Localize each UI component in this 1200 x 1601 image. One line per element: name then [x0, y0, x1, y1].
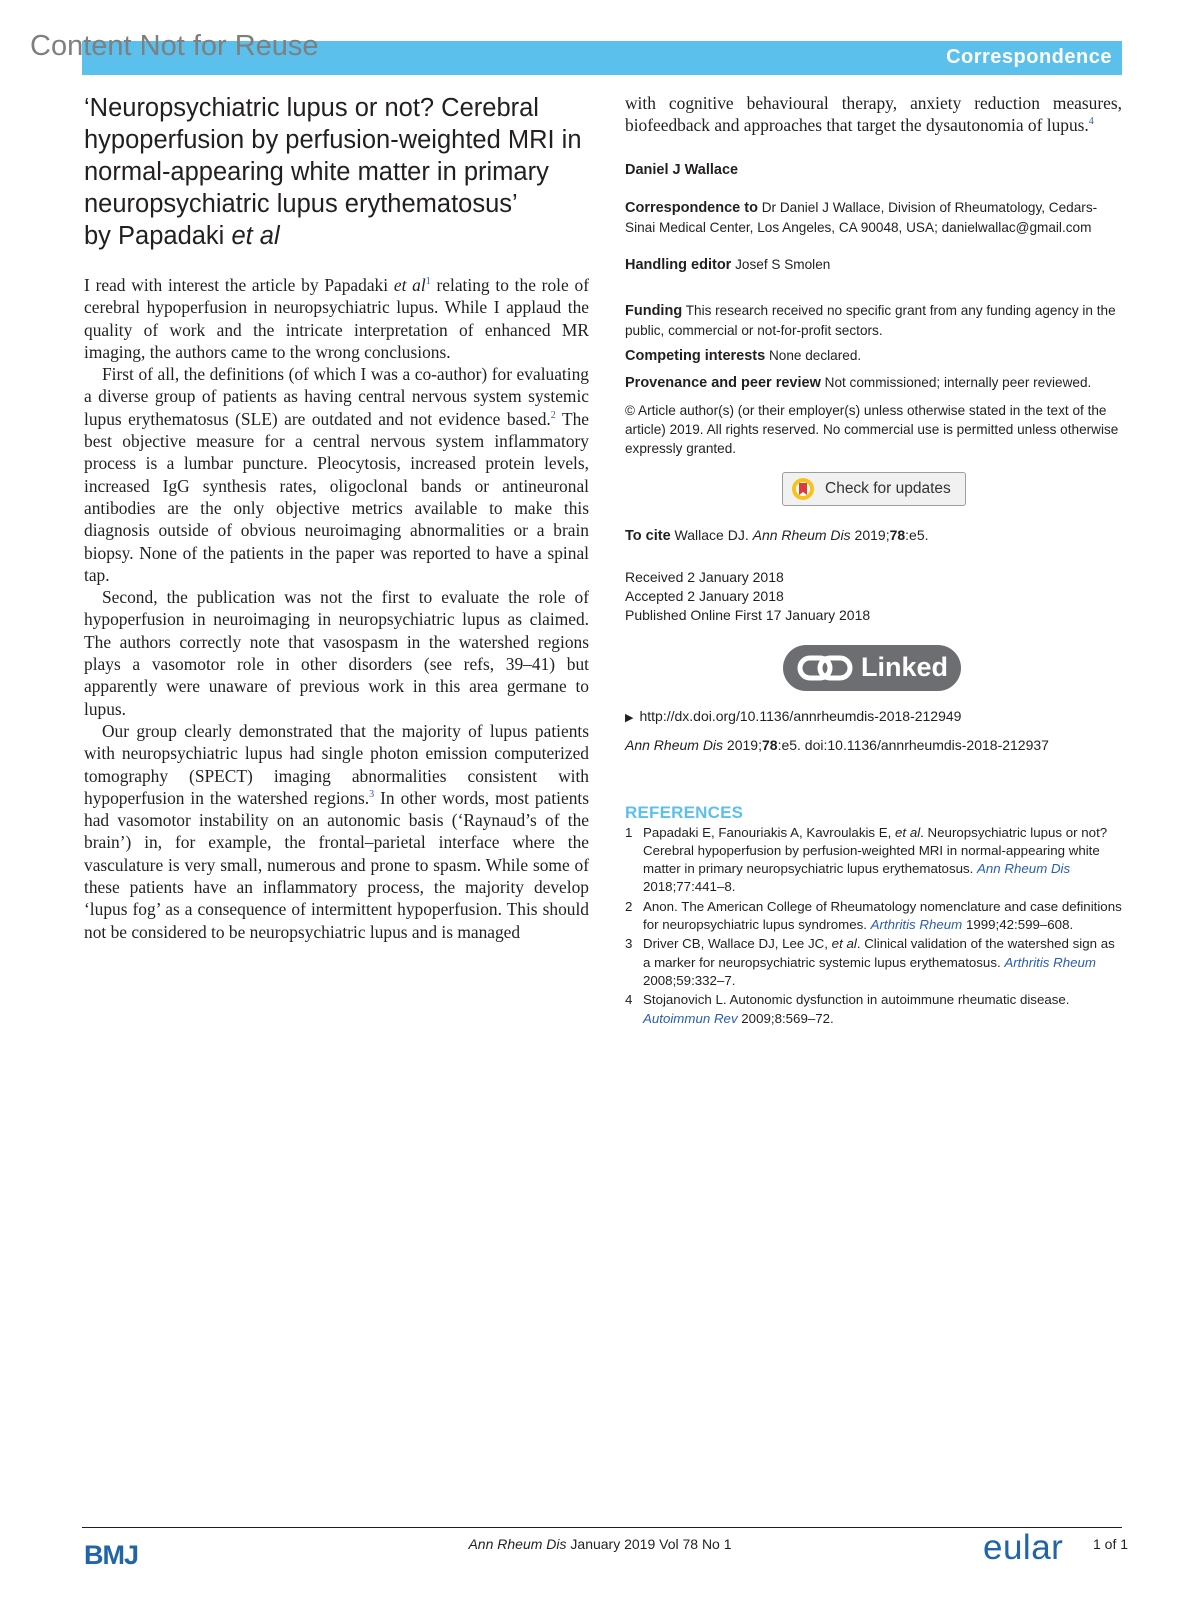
title-main: ‘Neuropsychiatric lupus or not? Cerebral hypoperfusion by perfusion-weighted MRI in normal-appearing white matter in primary neuropsychiatric lupus erythematosus’ — [84, 94, 582, 218]
provenance — [625, 373, 1122, 393]
left-column — [84, 92, 589, 943]
arrow-right-icon: ▶ — [625, 711, 634, 724]
reference-item — [625, 898, 1122, 935]
linked-badge[interactable] — [783, 645, 961, 691]
ref-link-4[interactable]: 4 — [1088, 116, 1094, 128]
handling-label: Handling editor — [625, 256, 732, 273]
correspondence-text: Dr Daniel J Wallace, Division of Rheumatology, Cedars-Sinai Medical Center, Los Angeles, CA 90048, USA; danielwallac@gmail.com — [625, 199, 1098, 235]
footer-journal: Ann Rheum Dis — [468, 1536, 567, 1552]
ref-journal-link[interactable]: Ann Rheum Dis — [977, 861, 1071, 877]
p4-text-after: In other words, most patients had vasomotor instability on an autonomic basis (‘Raynaud’s of the brain’) in, for example, the frontal–parietal interface where the vasculature is very small, numerous and prone to spasm. While some of these patients have an inflammatory process, the majority develop ‘lupus fog’ as a consequence of intermittent hypoperfusion. This should not be considered to be neuropsychiatric lupus and is managed — [84, 787, 589, 942]
correspondence-label: Correspondence to — [625, 199, 758, 216]
cite-label: To cite — [625, 527, 671, 544]
published-date: Published Online First 17 January 2018 — [625, 606, 871, 623]
reference-item — [625, 991, 1122, 1028]
check-updates-label: Check for updates — [825, 480, 951, 498]
ref-journal-link[interactable]: Arthritis Rheum — [1004, 954, 1096, 970]
bmj-logo: BMJ — [84, 1540, 139, 1570]
cite-author: Wallace DJ. — [670, 526, 753, 543]
ref-etal: et al — [895, 824, 921, 840]
handling-editor — [625, 255, 1122, 275]
linked-label: Linked — [861, 652, 949, 683]
title-byline — [84, 220, 589, 252]
ref-text: Driver CB, Wallace DJ, Lee JC, — [643, 936, 832, 952]
paragraph-1 — [84, 274, 589, 363]
p4-text: Our group clearly demonstrated that the majority of lupus patients with neuropsychiatric lupus had single photon emission computerized tomography (SPECT) imaging abnormalities consistent with hypoperfusion in the watershed regions. — [84, 720, 589, 808]
p1-etal: et al — [393, 275, 426, 295]
chain-link-icon — [797, 655, 853, 681]
p1-text: I read with interest the article by Papadaki — [84, 275, 394, 295]
ref-number: 4 — [625, 992, 633, 1008]
article-title — [84, 92, 589, 252]
cite2-volume: 78 — [761, 736, 778, 753]
provenance-label: Provenance and peer review — [625, 374, 821, 391]
funding-text: This research received no specific grant from any funding agency in the public, commercial or not-for-profit sectors. — [625, 302, 1116, 338]
related-doi-link[interactable] — [625, 707, 1122, 728]
footer-issue: January 2019 Vol 78 No 1 — [566, 1536, 732, 1552]
footer-rule — [82, 1527, 1122, 1528]
cite-page: :e5. — [905, 526, 929, 543]
ref-rest: . Clinical validation of the watershed sign as a marker for neuropsychiatric systemic lupus erythematosus. — [643, 936, 1115, 970]
ref-etal: et al — [831, 936, 857, 952]
cite2-journal: Ann Rheum Dis — [625, 736, 724, 753]
ref-tail: 1999;42:599–608. — [962, 917, 1074, 933]
cite2-rest: :e5. doi:10.1136/annrheumdis-2018-212937 — [777, 736, 1049, 753]
ref-journal-link[interactable]: Autoimmun Rev — [643, 1010, 738, 1026]
p2-text-after: The best objective measure for a central nervous system inflammatory process is a lumbar puncture. Pleocytosis, increased protein levels, increased IgG synthesis rates, oligoclonal bands or antineuronal antibodies are the only objective metrics available to make this diagnosis outside of obvious neuroimaging abnormalities or a brain biopsy. None of the patients in the paper was reported to have a spinal tap. — [84, 408, 589, 585]
ref-body — [643, 935, 1122, 990]
provenance-text: Not commissioned; internally peer reviewed. — [820, 374, 1092, 390]
cite2-year: 2019; — [723, 736, 762, 753]
copyright-notice: © Article author(s) (or their employer(s) unless otherwise stated in the text of the article) 2019. All rights reserved. No commercial use is permitted unless otherwise expressly granted. — [625, 402, 1119, 456]
ref-number: 1 — [625, 824, 633, 840]
right-column — [625, 92, 1122, 1029]
reference-item — [625, 935, 1122, 990]
watermark: Content Not for Reuse — [30, 30, 319, 62]
ref-text: Papadaki E, Fanouriakis A, Kavroulakis E, — [643, 824, 896, 840]
ref-rest: . Neuropsychiatric lupus or not? Cerebral hypoperfusion by perfusion-weighted MRI in normal-appearing white matter in primary neuropsychiatric lupus erythematosus. — [643, 824, 1108, 877]
doi-link-text: http://dx.doi.org/10.1136/annrheumdis-2018-212949 — [639, 707, 962, 724]
paragraph-2 — [84, 363, 589, 586]
cite-volume: 78 — [889, 526, 906, 543]
handling-text: Josef S Smolen — [731, 256, 831, 272]
history-dates — [625, 568, 1122, 625]
competing-text: None declared. — [765, 347, 862, 363]
ref-number: 3 — [625, 936, 633, 952]
continuation-text: with cognitive behavioural therapy, anxiety reduction measures, biofeedback and approaches that target the dysautonomia of lupus. — [625, 93, 1122, 136]
citation-doi — [625, 736, 1122, 755]
paragraph-continuation — [625, 92, 1122, 137]
p2-text: First of all, the definitions (of which I was a co-author) for evaluating a diverse group of patients as having central nervous system systemic lupus erythematosus (SLE) are outdated and not evidence based. — [84, 364, 589, 429]
ref-link-2[interactable]: 2 — [550, 409, 556, 421]
ref-tail: 2008;59:332–7. — [643, 972, 736, 988]
p1-text-after: relating to the role of cerebral hypoperfusion in neuropsychiatric lupus. While I applaud the quality of work and the intricate interpretation of enhanced MR imaging, the authors came to the wrong conclusions. — [84, 275, 589, 362]
cite-journal: Ann Rheum Dis — [752, 526, 851, 543]
ref-text: Anon. The American College of Rheumatology nomenclature and case definitions for neuropsychiatric lupus syndromes. — [643, 898, 1122, 933]
funding-label: Funding — [625, 302, 683, 319]
ref-journal-link[interactable]: Arthritis Rheum — [870, 917, 963, 933]
ref-tail: 2009;8:569–72. — [737, 1010, 834, 1026]
author-name: Daniel J Wallace — [625, 161, 739, 178]
accepted-date: Accepted 2 January 2018 — [625, 587, 784, 604]
paragraph-3: Second, the publication was not the first to evaluate the role of hypoperfusion in neuroimaging in neuropsychiatric lupus as claimed. The authors correctly note that vasospasm in the watershed regions plays a vasomotor role in other disorders (see refs, 39–41) but apparently were unaware of previous work in this area germane to lupus. — [84, 587, 589, 719]
title-by: by Papadaki — [84, 222, 232, 250]
received-date: Received 2 January 2018 — [625, 568, 784, 585]
competing-label: Competing interests — [625, 347, 766, 364]
ref-number: 2 — [625, 898, 633, 914]
section-label: Correspondence — [946, 46, 1112, 68]
ref-body — [643, 824, 1122, 897]
eular-logo: eular — [983, 1528, 1064, 1567]
ref-text: Stojanovich L. Autonomic dysfunction in autoimmune rheumatic disease. — [643, 992, 1070, 1008]
title-etal: et al — [231, 222, 280, 250]
cite-year: 2019; — [850, 526, 890, 543]
funding-block — [625, 301, 1122, 340]
references-list — [625, 824, 1122, 1028]
references-heading: REFERENCES — [625, 802, 744, 822]
reference-item — [625, 824, 1122, 897]
competing-interests — [625, 346, 1122, 366]
page-number: 1 of 1 — [1093, 1536, 1129, 1552]
article-body — [84, 274, 589, 943]
ref-link-1[interactable]: 1 — [425, 276, 431, 288]
citation — [625, 526, 1122, 546]
check-for-updates-button[interactable] — [782, 472, 966, 506]
ref-body — [643, 898, 1122, 935]
paragraph-4 — [84, 720, 589, 943]
ref-body — [643, 991, 1122, 1028]
correspondence-block — [625, 198, 1122, 237]
ref-tail: 2018;77:441–8. — [643, 879, 736, 895]
crossmark-icon — [791, 477, 815, 501]
ref-link-3[interactable]: 3 — [369, 789, 375, 801]
